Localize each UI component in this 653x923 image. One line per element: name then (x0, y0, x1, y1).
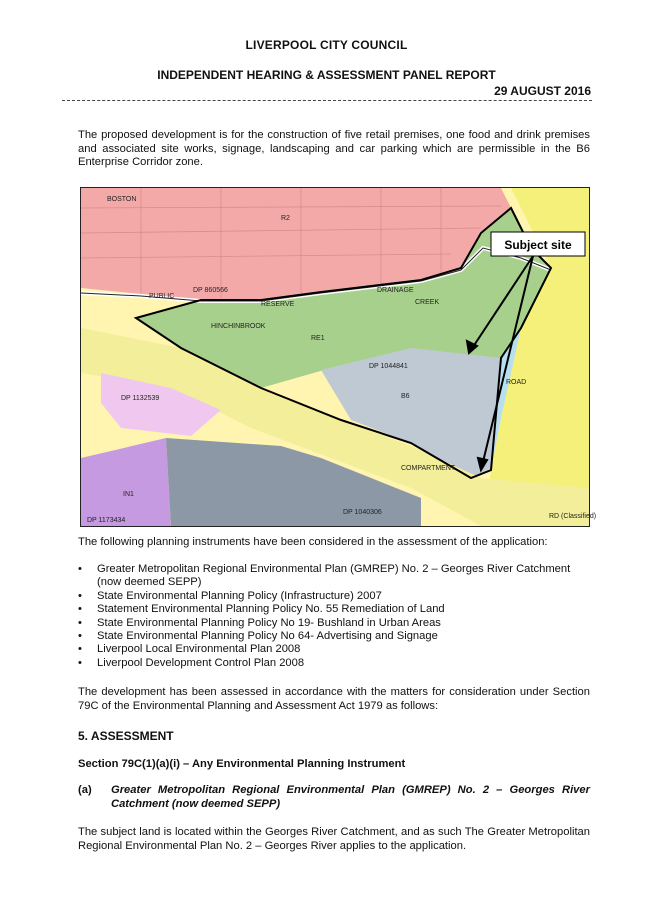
map-label-classified: RD (Classified) (549, 513, 597, 520)
map-label-reserve: RESERVE (261, 301, 295, 308)
map-label-dp-a: DP 1044841 (369, 363, 408, 370)
report-date: 29 AUGUST 2016 (494, 84, 591, 98)
section-heading: 5. ASSESSMENT (78, 729, 174, 743)
map-label-creek: CREEK (415, 299, 440, 306)
map-callout-label: Subject site (504, 238, 572, 252)
item-title: Greater Metropolitan Regional Environmental Plan (GMREP) No. 2 – Georges River Catchment (now deemed SEPP) (111, 784, 590, 810)
map-label-r2: R2 (281, 215, 290, 222)
report-title: INDEPENDENT HEARING & ASSESSMENT PANEL REPORT (157, 68, 496, 82)
map-label-drainage: DRAINAGE (377, 287, 414, 294)
list-item: • State Environmental Planning Policy No 19- Bushland in Urban Areas (78, 617, 590, 630)
subsection-heading: Section 79C(1)(a)(i) – Any Environmental Planning Instrument (78, 758, 406, 770)
map-label-dp-c: DP 1040306 (343, 509, 382, 516)
map-label-public: PUBLIC (149, 293, 175, 300)
intro-paragraph: The proposed development is for the construction of five retail premises, one food and drink premises and associated site works, signage, landscaping and car parking which are permissible in the B6 Enterprise Corridor zone. (78, 129, 590, 169)
list-item: • State Environmental Planning Policy (Infrastructure) 2007 (78, 590, 590, 603)
instruments-intro: The following planning instruments have been considered in the assessment of the application: (78, 536, 548, 548)
instruments-list (78, 563, 590, 670)
list-item: • Liverpool Development Control Plan 2008 (78, 657, 590, 670)
map-label-in1: IN1 (123, 491, 134, 498)
map-label-re1: RE1 (311, 335, 325, 342)
map-label-b6: B6 (401, 393, 410, 400)
map-label-dp-d: DP 860566 (193, 287, 228, 294)
map-label-boston: BOSTON (107, 196, 137, 203)
map-label-road: ROAD (506, 379, 527, 386)
map-label-dp-b: DP 1132539 (121, 395, 160, 402)
list-item: • Liverpool Local Environmental Plan 2008 (78, 643, 590, 656)
header-divider (62, 100, 592, 101)
closing-paragraph: The subject land is located within the Georges River Catchment, and as such The Greater Metropolitan Regional Environmental Plan No. 2 – Georges River applies to the application. (78, 826, 590, 852)
map-label-dp-e: DP 1173434 (87, 517, 126, 524)
item-marker: (a) (78, 784, 92, 796)
council-name: LIVERPOOL CITY COUNCIL (245, 38, 408, 52)
list-item: • Statement Environmental Planning Policy No. 55 Remediation of Land (78, 603, 590, 616)
assessment-paragraph: The development has been assessed in accordance with the matters for consideration under Section 79C of the Environmental Planning and Assessment Act 1979 as follows: (78, 686, 590, 712)
map-label-hinchinbrook: HINCHINBROOK (211, 323, 266, 330)
list-item: • State Environmental Planning Policy No 64- Advertising and Signage (78, 630, 590, 643)
zoning-map (80, 187, 597, 527)
map-label-compartment: COMPARTMENT (401, 465, 456, 472)
list-item: • Greater Metropolitan Regional Environmental Plan (GMREP) No. 2 – Georges River Catchment (now deemed SEPP) (78, 563, 590, 590)
zoning-map-graphic (81, 188, 597, 526)
